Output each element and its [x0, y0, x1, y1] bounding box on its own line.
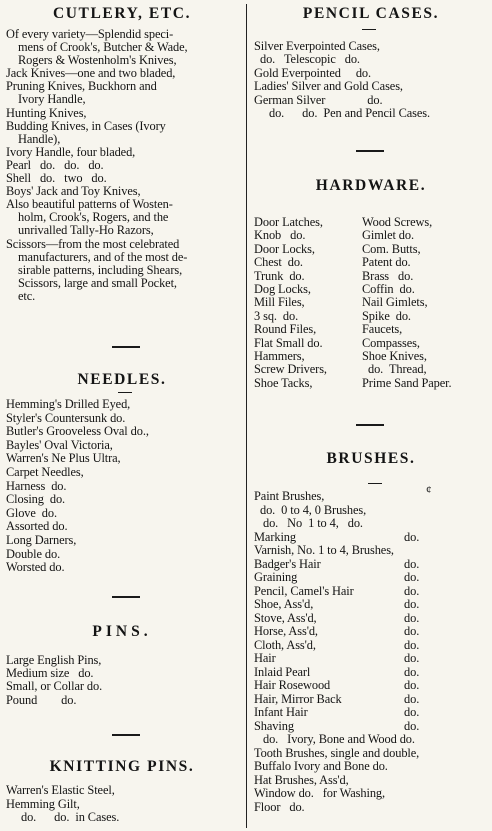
item-label: Hair, Mirror Back — [254, 691, 342, 706]
list-item: Warren's Ne Plus Ultra, — [6, 451, 121, 466]
list-item: Carpet Needles, — [6, 464, 84, 479]
list-item: holm, Crook's, Rogers, and the — [18, 210, 169, 225]
list-item — [254, 612, 490, 626]
list-item: Worsted do. — [6, 560, 65, 575]
list-item: Closing do. — [6, 492, 66, 507]
item-label: Hair — [254, 651, 276, 665]
item-ditto: do. — [404, 624, 420, 638]
list-item: manufacturers, and of the most de- — [18, 249, 188, 264]
list-item: Hemming's Drilled Eyed, — [6, 397, 131, 411]
list-item: Trunk do. — [254, 268, 305, 283]
list-item: mens of Crook's, Butcher & Wade, — [18, 40, 188, 55]
list-item: Shell do. two do. — [6, 171, 107, 186]
list-item — [254, 706, 490, 720]
list-item — [254, 517, 490, 531]
section-separator — [356, 150, 384, 152]
item-label: Hat Brushes, Ass'd, — [254, 772, 349, 787]
stray-mark: ¢ — [426, 484, 432, 496]
list-item: Medium size do. — [6, 666, 94, 681]
heading-underline — [362, 29, 376, 30]
item-label: Window do. for Washing, — [254, 786, 386, 800]
list-item — [254, 652, 490, 666]
pins-heading: PINS. — [92, 623, 152, 640]
list-item: Hunting Knives, — [6, 105, 87, 120]
item-ditto: do. — [404, 691, 420, 706]
item-label: Marking — [254, 529, 296, 544]
knitting-pins-heading: KNITTING PINS. — [49, 758, 195, 775]
item-label: Shaving — [254, 718, 294, 733]
list-item: Gold Everpointed do. — [254, 65, 372, 80]
list-item: Butler's Grooveless Oval do., — [6, 424, 149, 439]
list-item: Hemming Gilt, — [6, 796, 80, 811]
item-label: Shoe, Ass'd, — [254, 597, 314, 611]
list-item: Compasses, — [362, 335, 420, 350]
list-item: Wood Screws, — [362, 215, 433, 229]
list-item: German Silver do. — [254, 92, 383, 107]
list-item: 3 sq. do. — [254, 308, 299, 323]
item-label: Pencil, Camel's Hair — [254, 583, 354, 598]
list-item: Com. Butts, — [362, 241, 421, 256]
list-item: do. Thread, — [362, 362, 427, 377]
item-label: Buffalo Ivory and Bone do. — [254, 759, 388, 773]
item-label: Hair Rosewood — [254, 678, 331, 692]
item-ditto: do. — [404, 556, 420, 571]
list-item: Handle), — [18, 131, 61, 146]
list-item: Scissors, large and small Pocket, — [18, 275, 177, 290]
list-item: Nail Gimlets, — [362, 295, 428, 310]
section-separator — [112, 734, 140, 736]
needles-list — [6, 398, 242, 575]
list-item: Bayles' Oval Victoria, — [6, 437, 113, 452]
list-item: Door Latches, — [254, 215, 323, 229]
list-item — [254, 531, 490, 545]
item-label: Infant Hair — [254, 705, 308, 719]
knitting-pins-list — [6, 784, 242, 825]
list-item: Pound do. — [6, 692, 77, 707]
list-item: Ivory Handle, four bladed, — [6, 144, 136, 159]
heading-underline — [368, 483, 382, 484]
list-item: Coffin do. — [362, 281, 415, 296]
list-item — [254, 760, 490, 774]
list-item — [254, 544, 490, 558]
list-item: do. do. Pen and Pencil Cases. — [254, 105, 430, 120]
item-label: Badger's Hair — [254, 556, 321, 571]
list-item — [254, 733, 490, 747]
item-ditto: do. — [404, 664, 420, 679]
list-item: Rogers & Wostenholm's Knives, — [18, 53, 177, 68]
list-item — [254, 558, 490, 572]
section-separator — [112, 596, 140, 598]
section-separator — [112, 346, 140, 348]
item-ditto: do. — [404, 678, 420, 692]
list-item: Budding Knives, in Cases (Ivory — [6, 118, 166, 133]
list-item: do. Telescopic do. — [254, 52, 360, 67]
list-item: Of every variety—Splendid speci- — [6, 27, 174, 41]
list-item: Pearl do. do. do. — [6, 157, 104, 172]
list-item: Gimlet do. — [362, 228, 414, 243]
item-ditto: do. — [404, 705, 420, 719]
list-item: Spike do. — [362, 308, 411, 323]
item-label: do. No 1 to 4, do. — [254, 516, 363, 530]
item-ditto: do. — [404, 651, 420, 665]
list-item: Mill Files, — [254, 295, 305, 310]
list-item: Ladies' Silver and Gold Cases, — [254, 79, 403, 94]
brushes-heading: BRUSHES. — [326, 450, 416, 467]
hardware-list-left — [254, 216, 364, 390]
section-separator — [356, 424, 384, 426]
item-label: Varnish, No. 1 to 4, Brushes, — [254, 543, 394, 557]
item-ditto: do. — [404, 597, 420, 611]
item-label: Paint Brushes, — [254, 489, 325, 503]
list-item: sirable patterns, including Shears, — [18, 262, 183, 277]
brushes-list — [254, 490, 490, 814]
list-item — [254, 625, 490, 639]
list-item: Boys' Jack and Toy Knives, — [6, 184, 141, 199]
item-ditto: do. — [404, 529, 420, 544]
list-item: Shoe Knives, — [362, 348, 427, 363]
list-item: Chest do. — [254, 255, 303, 270]
hardware-heading: HARDWARE. — [315, 177, 427, 194]
list-item — [254, 504, 490, 518]
item-ditto: do. — [404, 610, 420, 625]
heading-underline — [118, 392, 132, 393]
list-item: Large English Pins, — [6, 653, 102, 667]
list-item: Styler's Countersunk do. — [6, 410, 126, 425]
item-ditto: do. — [404, 583, 420, 598]
list-item — [254, 571, 490, 585]
list-item — [254, 747, 490, 761]
list-item: do. do. in Cases. — [6, 810, 120, 825]
item-ditto: do. — [404, 718, 420, 733]
column-divider — [246, 4, 247, 828]
list-item: Ivory Handle, — [18, 92, 86, 107]
list-item — [254, 666, 490, 680]
cutlery-list — [6, 28, 242, 303]
hardware-list-right — [362, 216, 492, 390]
list-item: Also beautiful patterns of Wosten- — [6, 197, 173, 212]
item-ditto: do. — [404, 637, 420, 652]
item-label: Floor do. — [254, 799, 305, 814]
item-label: do. Ivory, Bone and Wood do. — [254, 732, 415, 746]
list-item: Assorted do. — [6, 519, 68, 534]
item-label: Graining — [254, 570, 298, 584]
needles-heading: NEEDLES. — [77, 371, 167, 388]
list-item — [254, 774, 490, 788]
list-item — [254, 585, 490, 599]
list-item: Scissors—from the most celebrated — [6, 236, 180, 251]
list-item: Silver Everpointed Cases, — [254, 39, 380, 53]
list-item: unrivalled Tally-Ho Razors, — [18, 223, 154, 238]
list-item — [254, 693, 490, 707]
item-label: Stove, Ass'd, — [254, 610, 317, 625]
list-item: Prime Sand Paper. — [362, 375, 452, 390]
list-item — [254, 490, 490, 504]
list-item: etc. — [18, 288, 36, 303]
pins-list — [6, 654, 242, 707]
cutlery-heading: CUTLERY, ETC. — [52, 5, 192, 22]
item-label: do. 0 to 4, 0 Brushes, — [254, 502, 367, 517]
item-label: Cloth, Ass'd, — [254, 637, 316, 652]
list-item: Glove do. — [6, 505, 57, 520]
list-item: Pruning Knives, Buckhorn and — [6, 79, 157, 94]
item-label: Tooth Brushes, single and double, — [254, 745, 420, 760]
list-item — [254, 787, 490, 801]
list-item: Faucets, — [362, 322, 403, 337]
item-label: Inlaid Pearl — [254, 664, 311, 679]
pencil-cases-list — [254, 40, 490, 120]
list-item: Round Files, — [254, 322, 317, 337]
list-item: Harness do. — [6, 478, 67, 493]
list-item: Patent do. — [362, 255, 411, 270]
list-item: Knob do. — [254, 228, 306, 243]
list-item: Door Locks, — [254, 241, 315, 256]
list-item: Small, or Collar do. — [6, 679, 103, 694]
list-item: Screw Drivers, — [254, 362, 327, 377]
list-item: Jack Knives—one and two bladed, — [6, 66, 176, 81]
item-ditto: do. — [404, 570, 420, 584]
list-item: Dog Locks, — [254, 281, 311, 296]
list-item: Warren's Elastic Steel, — [6, 783, 115, 797]
list-item — [254, 639, 490, 653]
list-item — [254, 720, 490, 734]
list-item: Double do. — [6, 546, 61, 561]
list-item: Flat Small do. — [254, 335, 323, 350]
item-label: Horse, Ass'd, — [254, 624, 318, 638]
list-item: Shoe Tacks, — [254, 375, 313, 390]
list-item — [254, 679, 490, 693]
pencil-cases-heading: PENCIL CASES. — [302, 5, 440, 22]
list-item: Hammers, — [254, 348, 305, 363]
list-item — [254, 801, 490, 815]
list-item: Brass do. — [362, 268, 414, 283]
list-item — [254, 598, 490, 612]
list-item: Long Darners, — [6, 532, 77, 547]
